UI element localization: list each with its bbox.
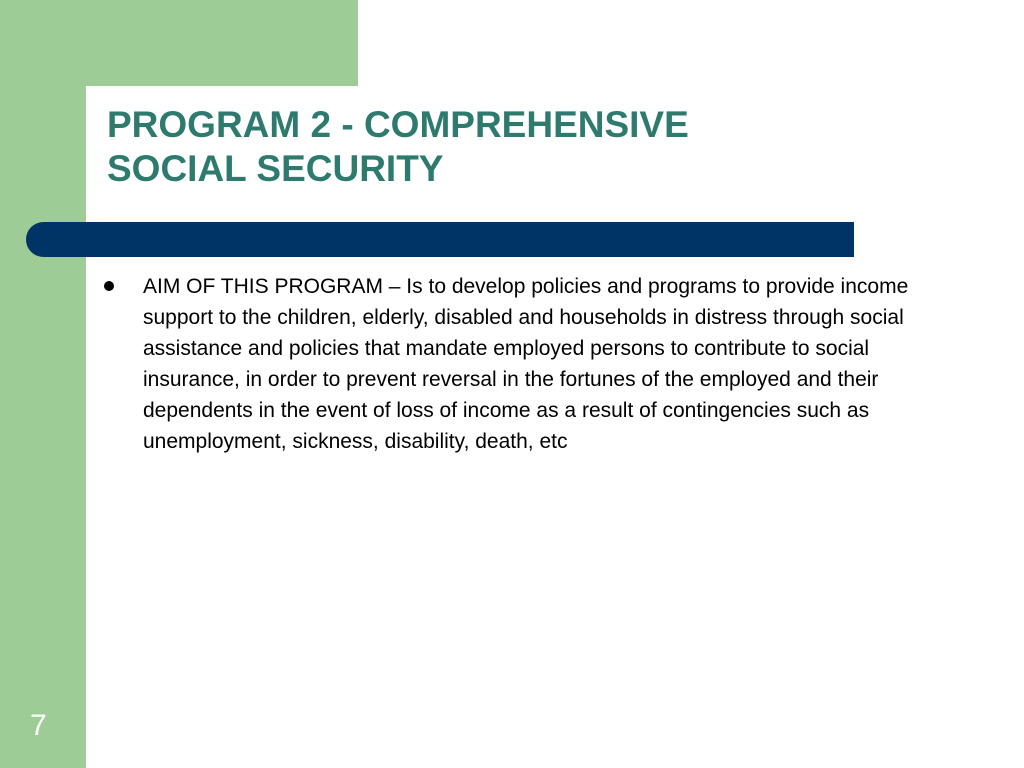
bullet-item xyxy=(104,271,944,457)
slide-title xyxy=(107,103,987,191)
slide-number: 7 xyxy=(30,709,47,742)
bullet-list xyxy=(104,271,944,457)
slide-title-line-2: SOCIAL SECURITY xyxy=(107,148,444,189)
green-top-band xyxy=(0,0,358,86)
title-divider-bar xyxy=(26,222,854,257)
green-sidebar xyxy=(0,0,86,768)
bullet-text: AIM OF THIS PROGRAM – Is to develop policies and programs to provide income support to the children, elderly, disabled and households in distress through social assistance and policies that mandate employed persons to contribute to social insurance, in order to prevent reversal in the fortunes of the employed and their dependents in the event of loss of income as a result of contingencies such as unemployment, sickness, disability, death, etc xyxy=(143,275,909,453)
slide-title-line-1: PROGRAM 2 - COMPREHENSIVE xyxy=(107,104,689,145)
bullet-dot-icon xyxy=(104,281,114,291)
